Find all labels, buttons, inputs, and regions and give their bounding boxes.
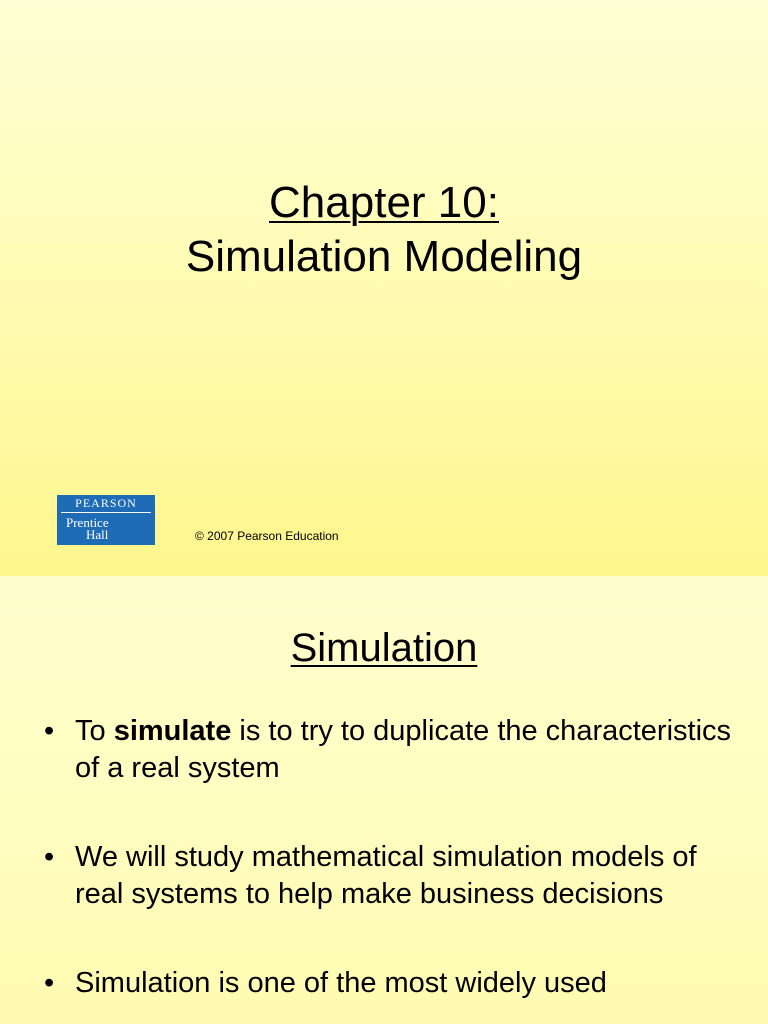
bullet-item xyxy=(44,713,744,787)
logo-hall-text: Hall xyxy=(86,527,109,542)
pearson-prentice-hall-logo xyxy=(57,495,155,545)
bullet-item: • We will study mathematical simulation models of real systems to help make business decisions xyxy=(44,839,744,913)
copyright-notice: © 2007 Pearson Education xyxy=(195,529,339,543)
bullet-suffix: is to try to duplicate the characteristics of a real system xyxy=(75,715,732,784)
bullet-list xyxy=(44,713,744,1024)
bullet-item: • Simulation is one of the most widely used xyxy=(44,965,744,1002)
slide-heading: Simulation xyxy=(290,626,478,670)
chapter-subtitle: Simulation Modeling xyxy=(185,232,583,281)
logo-prentice-text: Prentice xyxy=(66,515,109,530)
content-slide xyxy=(0,576,768,1024)
slide-title-block xyxy=(0,176,768,284)
chapter-title: Chapter 10: xyxy=(269,178,499,227)
bullet-prefix: To xyxy=(75,715,114,747)
bullet-bold-term: simulate xyxy=(113,715,232,747)
logo-pearson-text: PEARSON xyxy=(61,495,151,513)
